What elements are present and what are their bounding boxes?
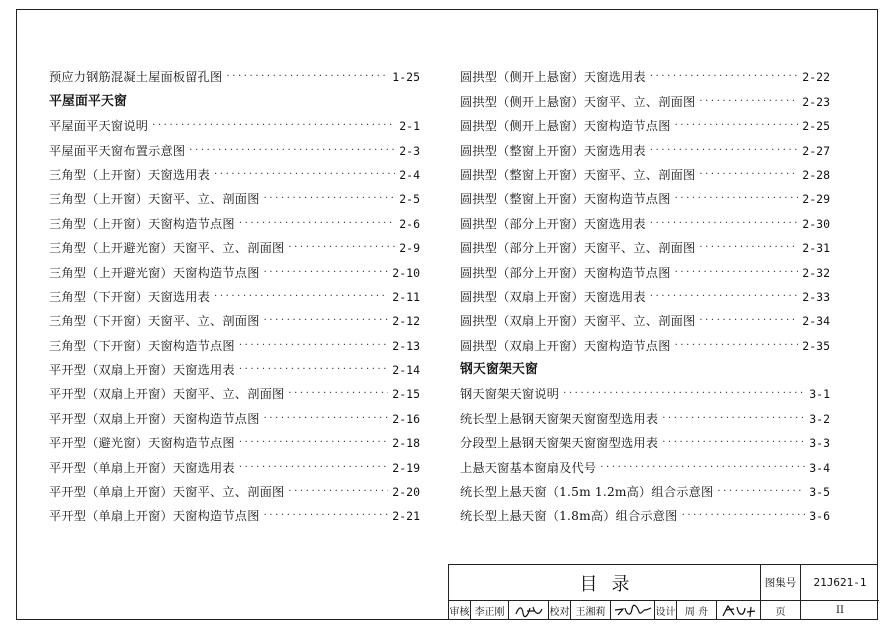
toc-entry-page: 2-22 xyxy=(802,70,830,85)
toc-entry-page: 2-10 xyxy=(392,265,420,280)
toc-entry-title: 圆拱型（双扇上开窗）天窗选用表 xyxy=(460,289,646,304)
toc-leader-dots xyxy=(717,485,805,499)
toc-entry-page: 2-1 xyxy=(399,119,420,134)
toc-leader-dots xyxy=(699,95,798,109)
toc-entry-title: 平屋面平天窗说明 xyxy=(49,119,149,134)
review-name: 李正刚 xyxy=(471,601,509,620)
toc-leader-dots xyxy=(239,363,388,377)
toc-entry-page: 2-19 xyxy=(392,460,420,475)
toc-leader-dots xyxy=(189,144,395,158)
toc-entry-title: 统长型上悬天窗（1.5m 1.2m高）组合示意图 xyxy=(460,485,714,500)
toc-leader-dots xyxy=(699,241,798,255)
toc-entry-title: 预应力钢筋混凝土屋面板留孔图 xyxy=(49,70,223,85)
toc-entry-title: 圆拱型（部分上开窗）天窗选用表 xyxy=(460,216,646,231)
toc-entry xyxy=(49,450,420,474)
toc-entry xyxy=(49,109,420,133)
toc-entry xyxy=(460,109,830,133)
toc-leader-dots xyxy=(675,266,799,280)
toc-entry xyxy=(49,255,420,279)
toc-leader-dots xyxy=(675,119,799,133)
design-name: 周 舟 xyxy=(677,601,717,620)
toc-leader-dots xyxy=(264,412,389,426)
toc-entry-page: 2-18 xyxy=(392,436,420,451)
toc-entry-title: 三角型（上开窗）天窗平、立、剖面图 xyxy=(49,192,260,207)
toc-entry-page: 2-9 xyxy=(399,241,420,256)
toc-entry-page: 2-35 xyxy=(802,338,830,353)
toc-entry xyxy=(460,280,830,304)
title-block xyxy=(448,564,878,620)
toc-leader-dots xyxy=(650,144,798,158)
toc-entry xyxy=(49,182,420,206)
toc-entry-page: 2-4 xyxy=(399,167,420,182)
toc-entry xyxy=(49,426,420,450)
toc-entry xyxy=(49,475,420,499)
toc-leader-dots xyxy=(264,192,396,206)
toc-entry xyxy=(49,280,420,304)
toc-entry-page: 3-2 xyxy=(809,411,830,426)
toc-entry-title: 三角型（上开避光窗）天窗平、立、剖面图 xyxy=(49,241,285,256)
toc-entry-title: 平开型（双扇上开窗）天窗构造节点图 xyxy=(49,411,260,426)
toc-entry-title: 三角型（下开窗）天窗平、立、剖面图 xyxy=(49,314,260,329)
toc-entry-title: 平开型（单扇上开窗）天窗平、立、剖面图 xyxy=(49,485,285,500)
toc-entry-page: 2-23 xyxy=(802,94,830,109)
toc-entry-page: 2-11 xyxy=(392,289,420,304)
toc-section-heading xyxy=(49,84,420,108)
toc-section-heading xyxy=(460,353,830,377)
page-number: II xyxy=(836,605,844,616)
toc-entry xyxy=(49,133,420,157)
toc-leader-dots xyxy=(662,412,805,426)
toc-entry-title: 平屋面平天窗 xyxy=(49,93,127,109)
toc-entry xyxy=(49,499,420,523)
toc-entry xyxy=(49,158,420,182)
toc-entry-title: 平开型（单扇上开窗）天窗构造节点图 xyxy=(49,509,260,524)
toc-leader-dots xyxy=(600,461,805,475)
review-label: 审核 xyxy=(449,601,471,620)
toc-entry-page: 2-15 xyxy=(392,387,420,402)
toc-entry-page: 2-16 xyxy=(392,411,420,426)
toc-entry-page: 2-28 xyxy=(802,167,830,182)
toc-left-column xyxy=(49,60,420,523)
toc-entry-page: 3-6 xyxy=(809,509,830,524)
toc-entry-title: 平开型（双扇上开窗）天窗选用表 xyxy=(49,363,235,378)
toc-entry-title: 分段型上悬钢天窗架天窗窗型选用表 xyxy=(460,436,659,451)
toc-leader-dots xyxy=(264,509,389,523)
toc-leader-dots xyxy=(699,168,798,182)
toc-entry xyxy=(49,377,420,401)
toc-entry-page: 2-21 xyxy=(392,509,420,524)
toc-entry xyxy=(49,304,420,328)
toc-entry-page: 2-20 xyxy=(392,485,420,500)
toc-entry xyxy=(460,377,830,401)
toc-leader-dots xyxy=(288,387,388,401)
check-label: 校对 xyxy=(549,601,571,620)
toc-entry-page: 2-6 xyxy=(399,216,420,231)
toc-leader-dots xyxy=(264,266,389,280)
toc-entry-page: 3-5 xyxy=(809,485,830,500)
toc-leader-dots xyxy=(214,290,388,304)
toc-entry-title: 圆拱型（部分上开窗）天窗构造节点图 xyxy=(460,265,671,280)
toc-entry-page: 2-25 xyxy=(802,119,830,134)
toc-entry-page: 2-29 xyxy=(802,192,830,207)
toc-entry xyxy=(49,353,420,377)
toc-entry-title: 上悬天窗基本窗扇及代号 xyxy=(460,460,597,475)
toc-entry-page: 2-30 xyxy=(802,216,830,231)
toc-entry-title: 平开型（双扇上开窗）天窗平、立、剖面图 xyxy=(49,387,285,402)
toc-entry xyxy=(460,328,830,352)
toc-entry xyxy=(460,231,830,255)
atlas-number-value: 21J621-1 xyxy=(801,565,879,601)
toc-entry-page: 2-33 xyxy=(802,289,830,304)
signature-row xyxy=(449,601,879,620)
toc-entry-page: 2-31 xyxy=(802,241,830,256)
toc-entry xyxy=(460,401,830,425)
toc-entry-title: 圆拱型（侧开上悬窗）天窗构造节点图 xyxy=(460,119,671,134)
toc-entry xyxy=(460,450,830,474)
toc-entry-title: 三角型（上开窗）天窗选用表 xyxy=(49,167,211,182)
toc-entry xyxy=(49,231,420,255)
toc-entry-title: 平开型（避光窗）天窗构造节点图 xyxy=(49,436,235,451)
toc-entry xyxy=(49,206,420,230)
toc-entry xyxy=(49,60,420,84)
toc-entry-page: 2-12 xyxy=(392,314,420,329)
toc-entry-title: 圆拱型（整窗上开窗）天窗平、立、剖面图 xyxy=(460,167,696,182)
toc-entry xyxy=(460,499,830,523)
toc-leader-dots xyxy=(699,314,798,328)
toc-entry-page: 2-32 xyxy=(802,265,830,280)
toc-entry-title: 钢天窗架天窗 xyxy=(460,362,538,378)
toc-leader-dots xyxy=(650,290,798,304)
check-name: 王湘莉 xyxy=(571,601,611,620)
toc-leader-dots xyxy=(239,461,388,475)
toc-entry-title: 圆拱型（整窗上开窗）天窗选用表 xyxy=(460,143,646,158)
toc-leader-dots xyxy=(675,339,799,353)
toc-leader-dots xyxy=(152,119,395,133)
toc-entry-title: 统长型上悬钢天窗架天窗窗型选用表 xyxy=(460,411,659,426)
toc-entry-page: 3-1 xyxy=(809,387,830,402)
toc-entry xyxy=(460,304,830,328)
toc-entry xyxy=(460,182,830,206)
toc-entry-title: 平开型（单扇上开窗）天窗选用表 xyxy=(49,460,235,475)
toc-entry-title: 圆拱型（部分上开窗）天窗平、立、剖面图 xyxy=(460,241,696,256)
toc-entry-title: 圆拱型（整窗上开窗）天窗构造节点图 xyxy=(460,192,671,207)
toc-entry-page: 1-25 xyxy=(392,70,420,85)
toc-leader-dots xyxy=(226,70,388,84)
toc-entry-page: 3-4 xyxy=(809,460,830,475)
toc-leader-dots xyxy=(264,314,389,328)
toc-leader-dots xyxy=(214,168,395,182)
toc-entry-page: 2-13 xyxy=(392,338,420,353)
design-signature-icon xyxy=(717,601,761,620)
toc-entry xyxy=(460,206,830,230)
toc-entry xyxy=(49,401,420,425)
toc-entry-title: 三角型（下开窗）天窗构造节点图 xyxy=(49,338,235,353)
toc-leader-dots xyxy=(662,436,805,450)
toc-leader-dots xyxy=(239,217,395,231)
review-signature-icon xyxy=(509,601,549,620)
toc-entry-title: 圆拱型（双扇上开窗）天窗平、立、剖面图 xyxy=(460,314,696,329)
toc-entry-page: 2-14 xyxy=(392,363,420,378)
toc-leader-dots xyxy=(675,192,799,206)
toc-leader-dots xyxy=(682,509,806,523)
toc-leader-dots xyxy=(288,241,395,255)
toc-entry xyxy=(460,475,830,499)
toc-entry xyxy=(460,158,830,182)
toc-entry-title: 平屋面平天窗布置示意图 xyxy=(49,143,186,158)
toc-entry xyxy=(460,60,830,84)
toc-entry xyxy=(460,133,830,157)
page-label: 页 xyxy=(761,601,801,620)
toc-entry xyxy=(460,255,830,279)
toc-leader-dots xyxy=(650,70,798,84)
toc-leader-dots xyxy=(288,485,388,499)
toc-entry xyxy=(460,426,830,450)
toc-entry-title: 圆拱型（双扇上开窗）天窗构造节点图 xyxy=(460,338,671,353)
toc-entry-title: 三角型（上开窗）天窗构造节点图 xyxy=(49,216,235,231)
toc-leader-dots xyxy=(563,387,805,401)
toc-leader-dots xyxy=(650,217,798,231)
check-signature-icon xyxy=(611,601,655,620)
toc-entry-title: 三角型（上开避光窗）天窗构造节点图 xyxy=(49,265,260,280)
toc-entry-page: 3-3 xyxy=(809,436,830,451)
title-block-title: 目录 xyxy=(449,565,761,601)
toc-entry-page: 2-34 xyxy=(802,314,830,329)
toc-entry-page: 2-5 xyxy=(399,192,420,207)
toc-right-column xyxy=(460,60,830,523)
toc-leader-dots xyxy=(239,436,388,450)
toc-entry-page: 2-27 xyxy=(802,143,830,158)
toc-entry-title: 统长型上悬天窗（1.8m高）组合示意图 xyxy=(460,509,678,524)
toc-entry-title: 钢天窗架天窗说明 xyxy=(460,387,560,402)
toc-entry-title: 圆拱型（侧开上悬窗）天窗选用表 xyxy=(460,70,646,85)
toc-entry xyxy=(460,84,830,108)
design-label: 设计 xyxy=(655,601,677,620)
toc-entry-title: 圆拱型（侧开上悬窗）天窗平、立、剖面图 xyxy=(460,94,696,109)
toc-entry-page: 2-3 xyxy=(399,143,420,158)
atlas-number-label: 图集号 xyxy=(761,565,801,601)
toc-entry-title: 三角型（下开窗）天窗选用表 xyxy=(49,289,211,304)
toc-leader-dots xyxy=(239,339,388,353)
toc-entry xyxy=(49,328,420,352)
